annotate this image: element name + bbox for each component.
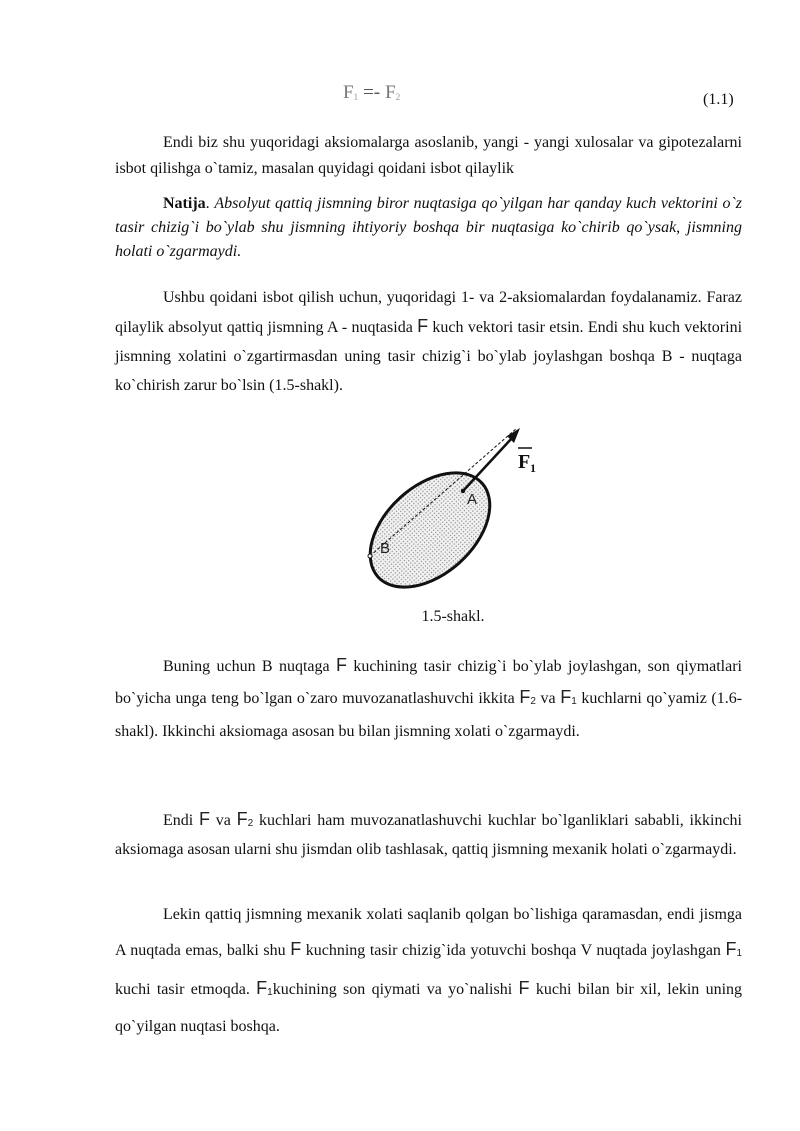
removal-text-b: va <box>215 812 231 829</box>
formula-expression <box>343 82 400 104</box>
point-a-marker <box>461 489 465 493</box>
conclusion-text-e: kuchi bilan bir xil, lekin uning qo`yilgan nuqtasi boshqa. <box>115 981 743 1035</box>
construction-text-d: kuchlarni qo`yamiz (1.6-shakl). Ikkinchi aksiomaga asosan bu bilan jismning xolati o`zgarmaydi. <box>115 690 743 740</box>
construction-text-c: va <box>540 690 556 707</box>
corollary-label: Natija <box>163 195 206 212</box>
formula-lhs-subscript: 1 <box>353 92 359 102</box>
paragraph-intro-text: Endi biz shu yuqoridagi aksiomalarga asoslanib, yangi - yangi xulosalar va gipotezalarni isbot qilishga o`tamiz, masalan quyidagi qoidani isbot qilaylik <box>115 134 742 177</box>
construction-text-a: Buning uchun B nuqtaga <box>163 658 330 675</box>
paragraph-removal <box>115 806 742 863</box>
f2-letter: F <box>519 687 531 707</box>
f2-subscript: 2 <box>530 696 536 707</box>
rigid-body-shape <box>360 450 511 598</box>
point-a-label: A <box>467 491 478 508</box>
f2-letter: F <box>236 809 248 829</box>
force-symbol-f: F <box>417 316 429 336</box>
paragraph-construction <box>115 650 742 747</box>
force-symbol-f: F <box>199 809 210 829</box>
rigid-body-diagram <box>360 418 540 598</box>
point-b-marker <box>368 554 372 558</box>
f1-subscript: 1 <box>736 948 743 959</box>
conclusion-text-a: Lekin qattiq jismning mexanik xolati saqlanib qolgan bo`lishiga qaramasdan, endi jismga A nuqtada emas, balki shu <box>115 906 742 959</box>
force-symbol-f2 <box>237 809 254 829</box>
figure-caption: 1.5-shakl. <box>421 608 485 625</box>
f1-letter: F <box>256 978 268 998</box>
formula-lhs: F <box>343 82 354 103</box>
construction-text-b: kuchining tasir chizig`i bo`ylab joylashgan, son qiymatlari bo`yicha unga teng bo`lgan o`zaro muvozanatlashuvchi ikkita <box>115 658 743 707</box>
force-symbol-f: F <box>335 655 347 675</box>
f1-letter: F <box>560 687 572 707</box>
figure-1-5 <box>360 418 540 598</box>
conclusion-text-b: kuchning tasir chizig`ida yotuvchi boshqa V nuqtada joylashgan <box>305 942 721 959</box>
equation-number: (1.1) <box>703 91 734 108</box>
formula-operator: =- <box>363 82 381 103</box>
point-b-label: B <box>380 540 391 557</box>
f1-subscript: 1 <box>571 696 577 707</box>
force-vector-f1 <box>463 438 512 491</box>
formula-rhs: F <box>385 82 396 103</box>
removal-text-a: Endi <box>163 812 194 829</box>
force-symbol-f1 <box>256 978 273 998</box>
conclusion-text-d: kuchining son qiymati va yo`nalishi <box>272 981 513 998</box>
force-symbol-f2 <box>519 687 536 707</box>
paragraph-conclusion <box>115 898 742 1044</box>
f2-subscript: 2 <box>247 818 254 829</box>
f1-subscript: 1 <box>267 987 273 998</box>
force-symbol-f: F <box>518 978 530 998</box>
proof-setup-text-b: kuch vektori tasir etsin. Endi shu kuch vektorini jismning xolatini o`zgartirmasdan uning tasir chizig`i bo`ylab joylashgan boshqa B - nuqtaga ko`chirish zarur bo`lsin (1.5-shakl). <box>115 319 743 394</box>
formula-1-1 <box>0 82 800 112</box>
force-symbol-f1 <box>725 939 742 959</box>
vector-label-f: F <box>518 451 531 473</box>
f1-letter: F <box>725 939 737 959</box>
force-symbol-f1 <box>560 687 577 707</box>
proof-setup-text-a: Ushbu qoidani isbot qilish uchun, yuqoridagi 1- va 2-aksiomalardan foydalanamiz. Faraz qilaylik absolyut qattiq jismning A - nuqtasida <box>115 289 742 336</box>
formula-rhs-subscript: 2 <box>395 92 401 102</box>
paragraph-corollary: Natija. Absolyut qattiq jismning biror nuqtasiga qo`yilgan har qanday kuch vektorini o`z tasir chizig`i bo`ylab shu jismning ihtiyoriy boshqa bir nuqtasiga ko`chirib qo`ysak, jismning holati o`zgarmaydi. <box>115 195 743 260</box>
conclusion-text-c: kuchi tasir etmoqda. <box>115 981 250 998</box>
paragraph-proof-setup <box>115 283 742 400</box>
paragraph-intro <box>115 130 742 182</box>
vector-label-subscript: 1 <box>530 461 536 475</box>
force-symbol-f: F <box>290 939 302 959</box>
removal-text-c: kuchlari ham muvozanatlashuvchi kuchlar bo`lganliklari sababli, ikkinchi aksiomaga asosan ularni shu jismdan olib tashlasak, qattiq jismning mexanik holati o`zgarmaydi. <box>115 812 742 858</box>
corollary-text: Absolyut qattiq jismning biror nuqtasiga qo`yilgan har qanday kuch vektorini o`z tasir chizig`i bo`ylab shu jismning ihtiyoriy boshqa bir nuqtasiga ko`chirib qo`ysak, jismning holati o`zgarmaydi. <box>115 195 743 260</box>
